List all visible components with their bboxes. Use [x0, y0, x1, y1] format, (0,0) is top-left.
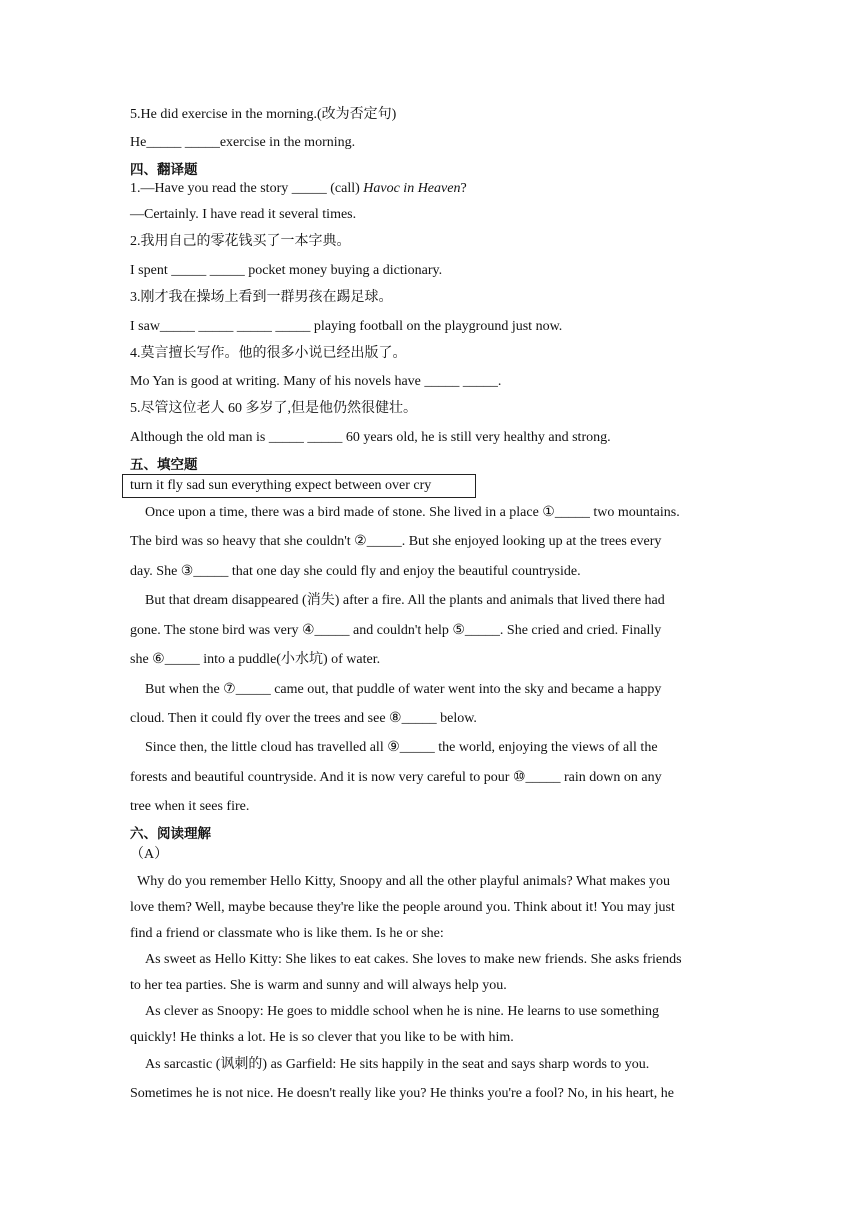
translation-q5-english: Although the old man is _____ _____ 60 years old, he is still very healthy and strong. — [130, 430, 611, 445]
reading-line: As clever as Snoopy: He goes to middle school when he is nine. He learns to use something — [145, 1004, 660, 1019]
question-5-answer: He_____ _____exercise in the morning. — [130, 135, 356, 150]
cloze-line: Once upon a time, there was a bird made of stone. She lived in a place ①_____ two mountains. — [145, 505, 680, 520]
reading-line: to her tea parties. She is warm and sunny and will always help you. — [130, 978, 507, 993]
cloze-line: tree when it sees fire. — [130, 799, 250, 814]
cloze-line: forests and beautiful countryside. And it is now very careful to pour ⑩_____ rain down on any — [130, 770, 662, 785]
cloze-line: she ⑥_____ into a puddle(小水坑) of water. — [130, 652, 381, 667]
translation-q1-line2: —Certainly. I have read it several times. — [130, 207, 357, 222]
translation-q5-chinese: 5.尽管这位老人 60 多岁了,但是他仍然很健壮。 — [130, 401, 417, 416]
question-5-prompt: 5.He did exercise in the morning.(改为否定句) — [130, 107, 397, 122]
word-bank-box — [122, 474, 476, 498]
reading-line: love them? Well, maybe because they're like the people around you. Think about it! You may just — [130, 900, 675, 915]
translation-q2-chinese: 2.我用自己的零花钱买了一本字典。 — [130, 234, 351, 249]
section-heading-translation: 四、翻译题 — [130, 162, 198, 178]
reading-line: As sweet as Hello Kitty: She likes to eat cakes. She loves to make new friends. She asks friends — [145, 952, 682, 967]
cloze-line: But when the ⑦_____ came out, that puddle of water went into the sky and became a happy — [145, 682, 662, 697]
reading-line: quickly! He thinks a lot. He is so clever that you like to be with him. — [130, 1030, 514, 1045]
cloze-line: The bird was so heavy that she couldn't ②_____. But she enjoyed looking up at the trees every — [130, 534, 662, 549]
reading-line: find a friend or classmate who is like them. Is he or she: — [130, 926, 444, 941]
cloze-line: Since then, the little cloud has travelled all ⑨_____ the world, enjoying the views of all the — [145, 740, 658, 755]
translation-q4-english: Mo Yan is good at writing. Many of his novels have _____ _____. — [130, 374, 502, 389]
cloze-line: cloud. Then it could fly over the trees and see ⑧_____ below. — [130, 711, 477, 726]
cloze-line: gone. The stone bird was very ④_____ and couldn't help ⑤_____. She cried and cried. Finally — [130, 623, 662, 638]
reading-line: As sarcastic (讽刺的) as Garfield: He sits happily in the seat and says sharp words to you. — [145, 1057, 650, 1072]
translation-q1-line1: 1.—Have you read the story _____ (call) Havoc in Heaven? — [130, 181, 467, 196]
translation-q2-english: I spent _____ _____ pocket money buying a dictionary. — [130, 263, 443, 278]
reading-passage-label: （A） — [130, 847, 169, 862]
story-title: Havoc in Heaven — [363, 181, 461, 196]
reading-line: Sometimes he is not nice. He doesn't really like you? He thinks you're a fool? No, in his heart, he — [130, 1086, 674, 1101]
cloze-line: day. She ③_____ that one day she could fly and enjoy the beautiful countryside. — [130, 564, 581, 579]
translation-q3-english: I saw_____ _____ _____ _____ playing football on the playground just now. — [130, 319, 563, 334]
reading-line: Why do you remember Hello Kitty, Snoopy and all the other playful animals? What makes you — [137, 874, 671, 889]
section-heading-cloze: 五、填空题 — [130, 457, 198, 473]
section-heading-reading: 六、阅读理解 — [130, 826, 211, 842]
translation-q3-chinese: 3.刚才我在操场上看到一群男孩在踢足球。 — [130, 290, 393, 305]
translation-q4-chinese: 4.莫言擅长写作。他的很多小说已经出版了。 — [130, 346, 407, 361]
word-bank: turn it fly sad sun everything expect between over cry — [130, 478, 432, 493]
cloze-line: But that dream disappeared (消失) after a fire. All the plants and animals that lived there had — [145, 593, 665, 608]
